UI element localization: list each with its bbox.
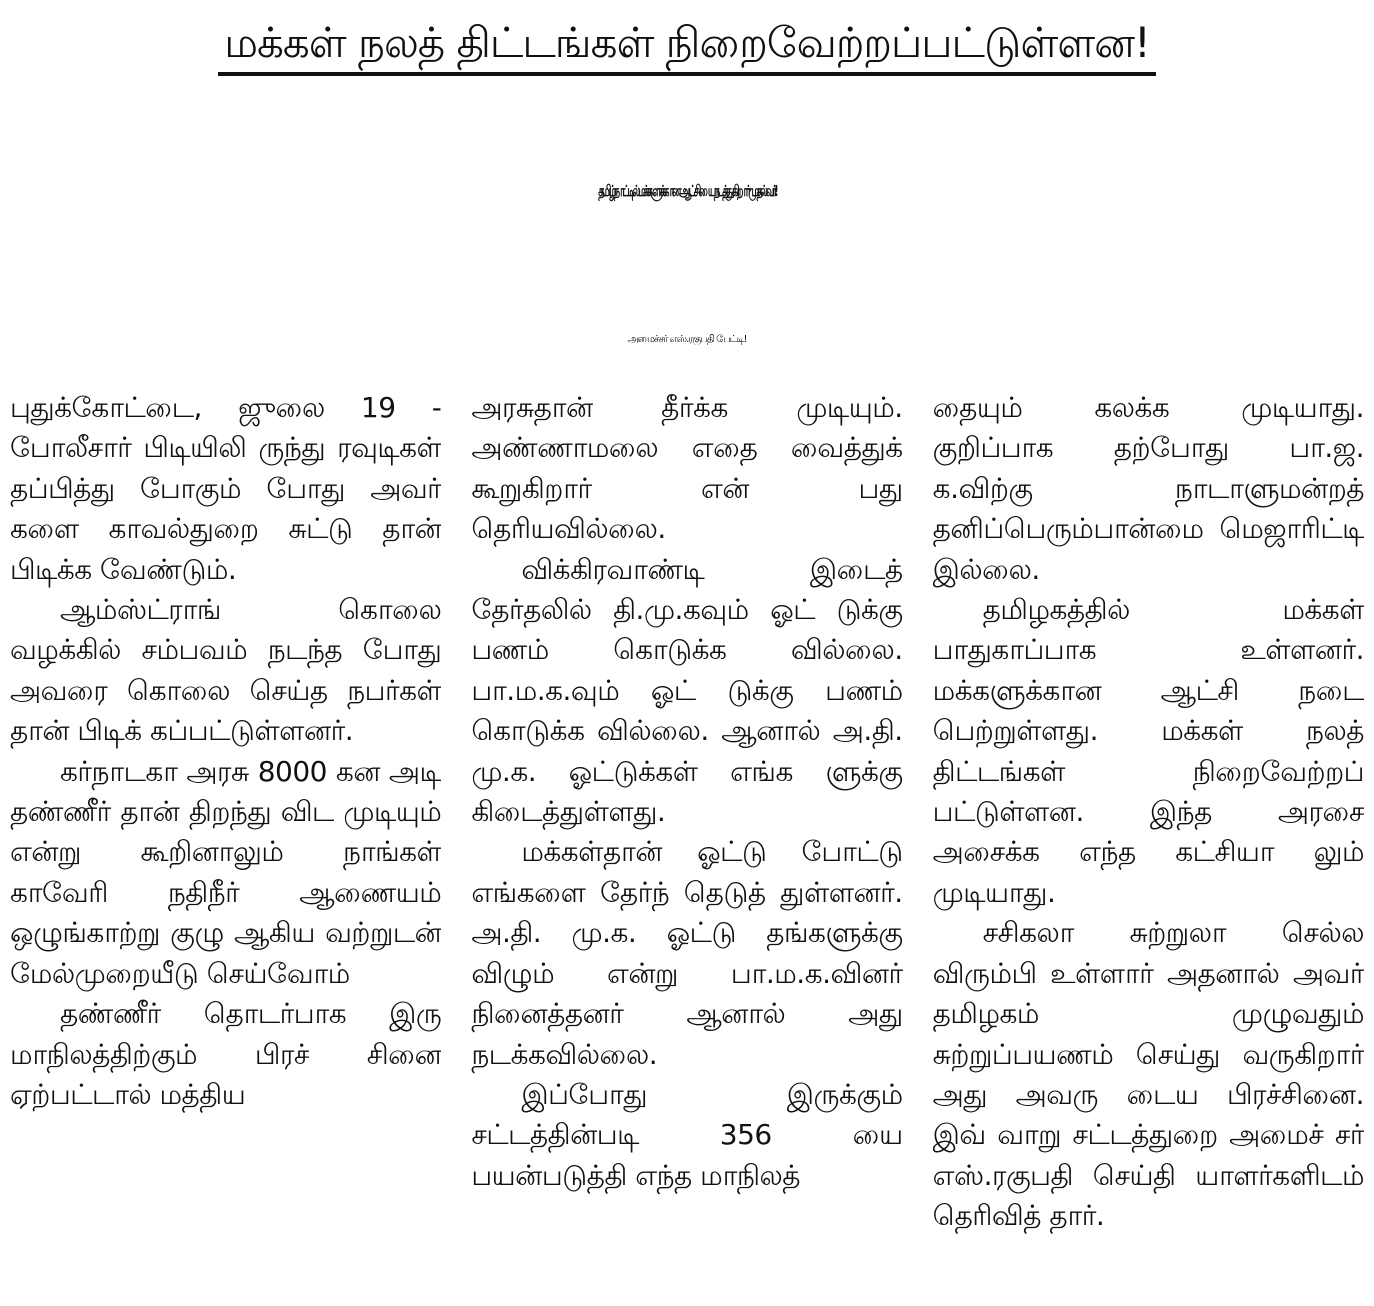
article-body [10,388,1364,1300]
column-1 [10,388,441,1300]
paragraph: ஆம்ஸ்ட்ராங் கொலை வழக்கில் சம்பவம் நடந்த போது அவரை கொலை செய்த நபர்கள் தான் பிடிக் கப்பட்டுள்ளனர். [10,593,442,748]
paragraph: கர்நாடகா அரசு 8000 கன அடி தண்ணீர் தான் திறந்து விட முடியும் என்று கூறினாலும் நாங்கள் காவேரி நதிநீர் ஆணையம் ஒழுங்காற்று குழு ஆகிய வற்றுடன் மேல்முறையீடு செய்வோம் [10,754,442,990]
paragraph: சசிகலா சுற்றுலா செல்ல விரும்பி உள்ளார் அதனால் அவர் தமிழகம் முழுவதும் சுற்றுப்பயணம் செய்து வருகிறார் அது அவரு டைய பிரச்சினை. இவ் வாறு சட்டத்துறை அமைச் சர் எஸ்.ரகுபதி செய்தி யாளர்களிடம் தெரிவித் தார். [932,916,1364,1233]
paragraph: தமிழகத்தில் மக்கள் பாதுகாப்பாக உள்ளனர். மக்களுக்கான ஆட்சி நடை பெற்றுள்ளது. மக்கள் நலத் திட்டங்கள் நிறைவேற்றப் பட்டுள்ளன. இந்த அரசை அசைக்க எந்த கட்சியா லும் முடியாது. [932,593,1364,909]
paragraph: புதுக்கோட்டை, ஜுலை 19 - போலீசார் பிடியிலி ருந்து ரவுடிகள் தப்பித்து போகும் போது அவர் களை காவல்துறை சுட்டு தான் பிடிக்க வேண்டும். [10,391,442,586]
sub-headline: அமைச்சர் எஸ்.ரகுபதி பேட்டி! [627,334,747,345]
column-3 [933,388,1364,1300]
column-2 [471,388,902,1300]
main-headline: தமிழ்நாட்டில் மக்களுக்கான ஆட்சியை நடத்துகிறார் முதல்வர்! [598,183,776,201]
paragraph: தையும் கலக்க முடியாது. குறிப்பாக தற்போது பா.ஜ. க.விற்கு நாடாளுமன்றத் தனிப்பெரும்பான்மை மெஜாரிட்டி இல்லை. [932,391,1364,586]
paragraph: தண்ணீர் தொடர்பாக இரு மாநிலத்திற்கும் பிரச் சினை ஏற்பட்டால் மத்திய [10,997,442,1111]
paragraph: அரசுதான் தீர்க்க முடியும். அண்ணாமலை எதை வைத்துக் கூறுகிறார் என் பது தெரியவில்லை. [471,391,903,546]
paragraph: மக்கள்தான் ஓட்டு போட்டு எங்களை தேர்ந் தெடுத் துள்ளனர். அ.தி. மு.க. ஓட்டு தங்களுக்கு விழும் என்று பா.ம.க.வினர் நினைத்தனர் ஆனால் அது நடக்கவில்லை. [471,835,903,1071]
paragraph: இப்போது இருக்கும் சட்டத்தின்படி 356 யை பயன்படுத்தி எந்த மாநிலத் [471,1077,903,1192]
kicker-text: மக்கள் நலத் திட்டங்கள் நிறைவேற்றப்பட்டுள்ளன! [218,14,1156,76]
kicker-heading [0,14,1374,76]
paragraph: விக்கிரவாண்டி இடைத் தேர்தலில் தி.மு.கவும் ஓட் டுக்கு பணம் கொடுக்க வில்லை. பா.ம.க.வும் ஓட் டுக்கு பணம் கொடுக்க வில்லை. ஆனால் அ.தி. மு.க. ஓட்டுக்கள் எங்க ளுக்கு கிடைத்துள்ளது. [471,552,903,829]
